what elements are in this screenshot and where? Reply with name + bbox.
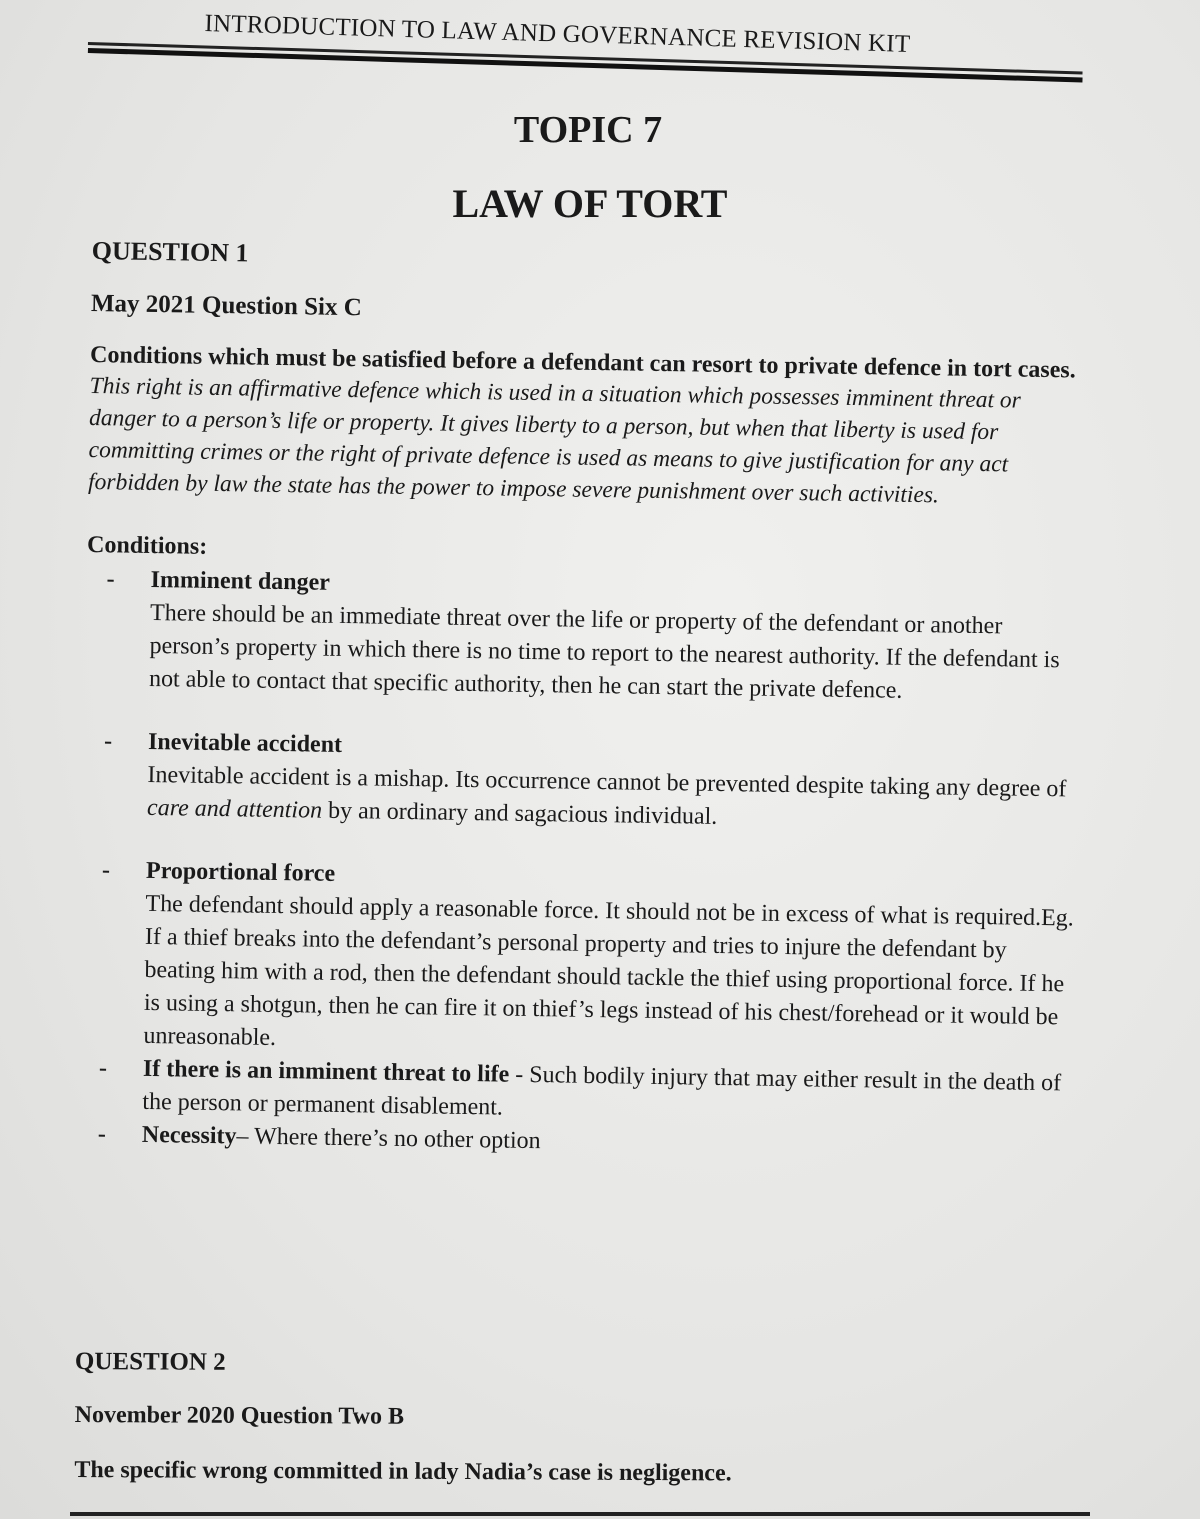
bullet-dash: - <box>101 857 111 884</box>
condition-body-text: by an ordinary and sagacious individual. <box>321 797 718 830</box>
condition-body: The defendant should apply a reasonable force. It should not be in excess of what is required.Eg. If a thief breaks into the defendant’s personal property and tries to injure the defendant by beating him with a rod, then the defendant should tackle the thief using proportional force. If he is using a shotgun, then he can fire it on thief’s legs instead of his chest/forehead or it would be unreasonable. <box>143 890 1074 1051</box>
condition-body: – Where there’s no other option <box>236 1123 541 1155</box>
condition-title: If there is an imminent threat to life <box>142 1055 510 1088</box>
bullet-dash: - <box>98 1055 108 1082</box>
footer-rule <box>70 1512 1090 1516</box>
condition-title: Proportional force <box>145 857 336 887</box>
condition-body: There should be an immediate threat over the life or property of the defendant or another person’s property in which there is no time to report to the nearest authority. If the defendant is not able to contact that specific authority, then he can start the private defence. <box>148 599 1060 704</box>
condition-item-proportional-force <box>79 854 1082 1068</box>
condition-body-text: Inevitable accident is a mishap. Its occurrence cannot be prevented despite taking any degree of <box>147 761 1067 803</box>
question-1-label: QUESTION 1 <box>91 236 249 268</box>
question-2-label: QUESTION 2 <box>74 1348 226 1376</box>
condition-body <box>147 759 1084 840</box>
bullet-dash: - <box>103 728 113 755</box>
question-1-source: May 2021 Question Six C <box>90 289 362 322</box>
question-2-section <box>74 1348 1125 1490</box>
condition-title: Inevitable accident <box>147 728 343 758</box>
question-1-intro: This right is an affirmative defence which is used in a situation which possesses imminent threat or danger to a person’s life or property. It gives liberty to a person, but when that liberty is used for committing crimes or the right of private defence is used as means to give justification for any act forbidden by law the state has the power to impose severe punishment over such activities. <box>87 372 1021 509</box>
bullet-dash: - <box>106 566 115 593</box>
question-1-heading: Conditions which must be satisfied before a defendant can resort to private defence in tort cases. <box>89 341 1076 384</box>
topic-title: LAW OF TORT <box>452 181 728 226</box>
condition-title: Necessity <box>141 1121 237 1150</box>
question-2-source: November 2020 Question Two B <box>74 1401 405 1430</box>
condition-title: Imminent danger <box>150 566 331 596</box>
running-header: INTRODUCTION TO LAW AND GOVERNANCE REVISION KIT <box>204 10 911 58</box>
topic-number: TOPIC 7 <box>513 109 663 151</box>
question-2-answer: The specific wrong committed in lady Nadia’s case is negligence. <box>74 1456 732 1487</box>
conditions-label: Conditions: <box>86 531 208 560</box>
condition-item-imminent-danger <box>85 563 1087 711</box>
condition-item-inevitable-accident <box>83 725 1084 840</box>
condition-body-italic: care and attention <box>146 794 323 824</box>
condition-body: - Such bodily injury that may either result in the death of the person or permanent disablement. <box>142 1061 1062 1121</box>
bullet-dash: - <box>97 1121 107 1148</box>
question-1-section <box>78 236 1092 1167</box>
